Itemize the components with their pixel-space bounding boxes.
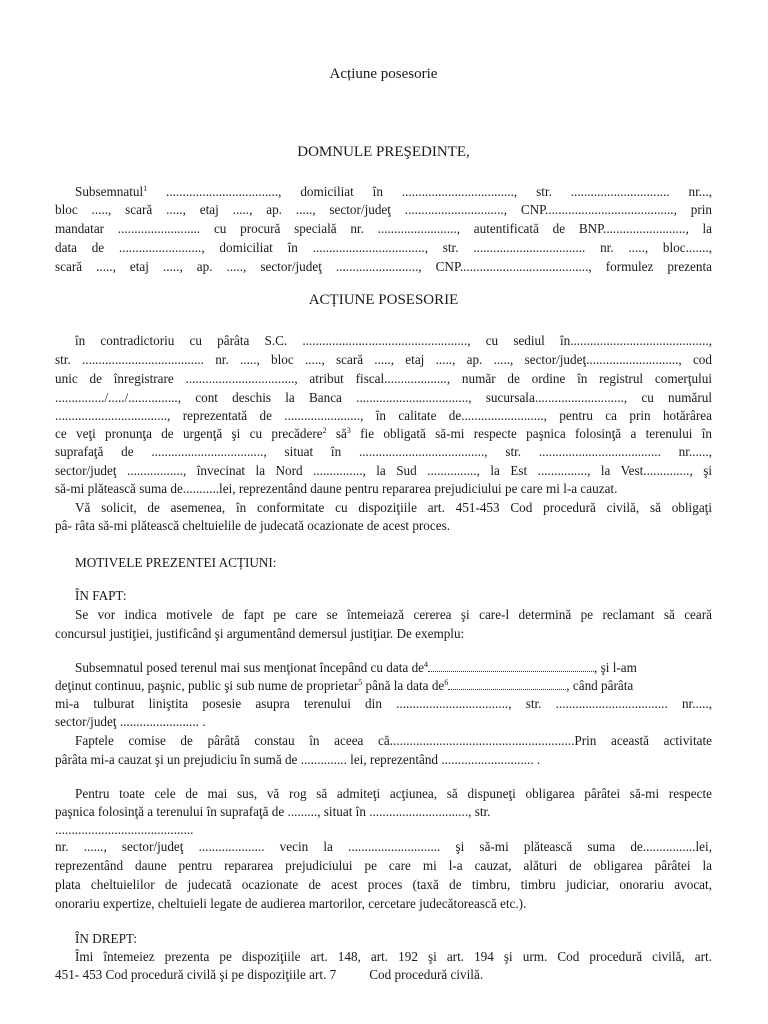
fill-blank xyxy=(428,663,594,672)
intro-line: scară ....., etaj ....., ap. ....., sector/judeţ ........................., CNP......................................., formulez prezenta xyxy=(55,259,712,274)
fapt-heading: ÎN FAPT: xyxy=(75,588,127,603)
body-line: pârâta mi-a cauzat şi un prejudiciu în sumă de .............. lei, reprezentând ............................ . xyxy=(55,752,541,767)
body-line: să-mi plătească suma de...........lei, reprezentând daune pentru repararea prejudiciului pe care mi l-a cauzat. xyxy=(55,481,618,496)
intro-line: mandatar ......................... cu procură specială nr. ........................, autentificată de BNP........................., la xyxy=(55,221,712,236)
body-line: .......................................... xyxy=(55,822,194,837)
footnote-ref: 4 xyxy=(424,660,429,669)
body-line: Subsemnatul posed terenul mai sus menţionat începând cu data $de^4$ , şi l-am xyxy=(75,660,637,675)
intro-line: bloc ....., scară ....., etaj ....., ap. ....., sector/judeţ .............................., CNP......................................., prin xyxy=(55,202,712,217)
document-title: Acțiune posesorie xyxy=(329,66,438,82)
footnote-ref: 5 xyxy=(358,678,363,687)
body-line: nr. ......, sector/judeţ .................... vecin la ............................ şi să-mi plătească suma de................lei, xyxy=(55,839,712,854)
body-line: paşnica folosinţă a terenului în suprafaţă de ........., situat în .............................., str. xyxy=(55,804,491,819)
body-line: sector/judeţ ................., învecinat la Nord ..............., la Sud ..............., la Est ..............., la Vest.............., şi xyxy=(55,463,712,478)
footnote-ref: 3 xyxy=(346,426,351,435)
body-line: deţinut continuu, paşnic, public şi sub nume de proprietar$^5$ până la data $de^6$ , când pârâta xyxy=(55,678,634,693)
body-line: suprafaţă de .................................., situat în ......................................, str. ..................................... nr......, xyxy=(55,444,712,459)
body-line: sector/judeţ ........................ . xyxy=(55,714,206,729)
body-line: Faptele comise de pârâtă constau în aceea că........................................................Prin această activitate xyxy=(75,733,712,748)
intro-line: Subsemnatul$^1$ .................................., domiciliat în .................................., str. .............................. nr..., xyxy=(75,184,712,199)
salutation: DOMNULE PREŞEDINTE, xyxy=(297,144,470,160)
body-line: în contradictoriu cu pârâta S.C. .................................................., cu sediul în.........................................., xyxy=(75,333,712,348)
body-line: Îmi întemeiez prezenta pe dispoziţiile art. 148, art. 192 şi art. 194 şi urm. Cod procedură civilă, art. xyxy=(75,949,712,964)
body-line: reprezentând daune pentru repararea prejudiciului pe care mi l-a cauzat, alături de obligarea pârâtei la xyxy=(55,858,712,873)
fill-blank xyxy=(448,681,566,690)
body-line: ce veţi pronunţa de urgenţă şi cu precădere$^2$ $să^3$ fie obligată să-mi respecte paşnica folosinţă a terenului în xyxy=(55,426,712,441)
body-line: .................................., reprezentată de ......................., în calitate de........................., pentru ca prin hotărârea xyxy=(55,408,712,423)
footnote-ref: 2 xyxy=(322,426,327,435)
body-line: Pentru toate cele de mai sus, vă rog să admiteţi acţiunea, să dispuneţi obligarea pârâtei să-mi respecte xyxy=(75,786,712,801)
intro-line: data de ........................., domiciliat în .................................., str. .................................. nr. ....., bloc......., xyxy=(55,240,712,255)
body-line: Se vor indica motivele de fapt pe care se întemeiază cererea şi care-l determină pe reclamant să ceară xyxy=(75,607,712,622)
section-title: ACȚIUNE POSESORIE xyxy=(308,292,459,308)
drept-heading: ÎN DREPT: xyxy=(75,931,137,946)
footnote-ref: 1 xyxy=(143,184,148,193)
body-line: pâ- râta să-mi plătească cheltuielile de judecată ocazionate de acest proces. xyxy=(55,518,451,533)
body-line: mi-a tulburat liniştita posesie asupra terenului din .................................., str. .................................. nr....., xyxy=(55,696,712,711)
body-line: Vă solicit, de asemenea, în conformitate cu dispoziţiile art. 451-453 Cod procedură civilă, să obligaţi xyxy=(75,500,712,515)
footnote-ref: 6 xyxy=(444,678,449,687)
body-line: .............../...../..............., cont deschis la Banca .................................., sucursala..........................., cu numărul xyxy=(55,390,712,405)
body-line: unic de înregistrare ................................., atribut fiscal..................., număr de ordine în registrul comerţului xyxy=(55,371,712,386)
motive-heading: MOTIVELE PREZENTEI ACȚIUNI: xyxy=(75,555,277,570)
body-line: plata cheltuielilor de judecată ocazionate de acest proces (taxă de timbru, timbru judiciar, onorariu avocat, xyxy=(55,877,712,892)
body-line: 451- 453 Cod procedură civilă şi pe dispoziţiile art. 7 Cod procedură civilă. xyxy=(55,967,484,982)
body-line: onorariu expertize, cheltuieli legate de audierea martorilor, cercetare judecătorească etc.). xyxy=(55,896,527,911)
body-line: str. ..................................... nr. ....., bloc ....., scară ....., etaj ....., ap. ....., sector/judeţ............................, cod xyxy=(55,352,712,367)
body-line: concursul justiţiei, justificând şi argumentând demersul justiţiar. De exemplu: xyxy=(55,626,465,641)
